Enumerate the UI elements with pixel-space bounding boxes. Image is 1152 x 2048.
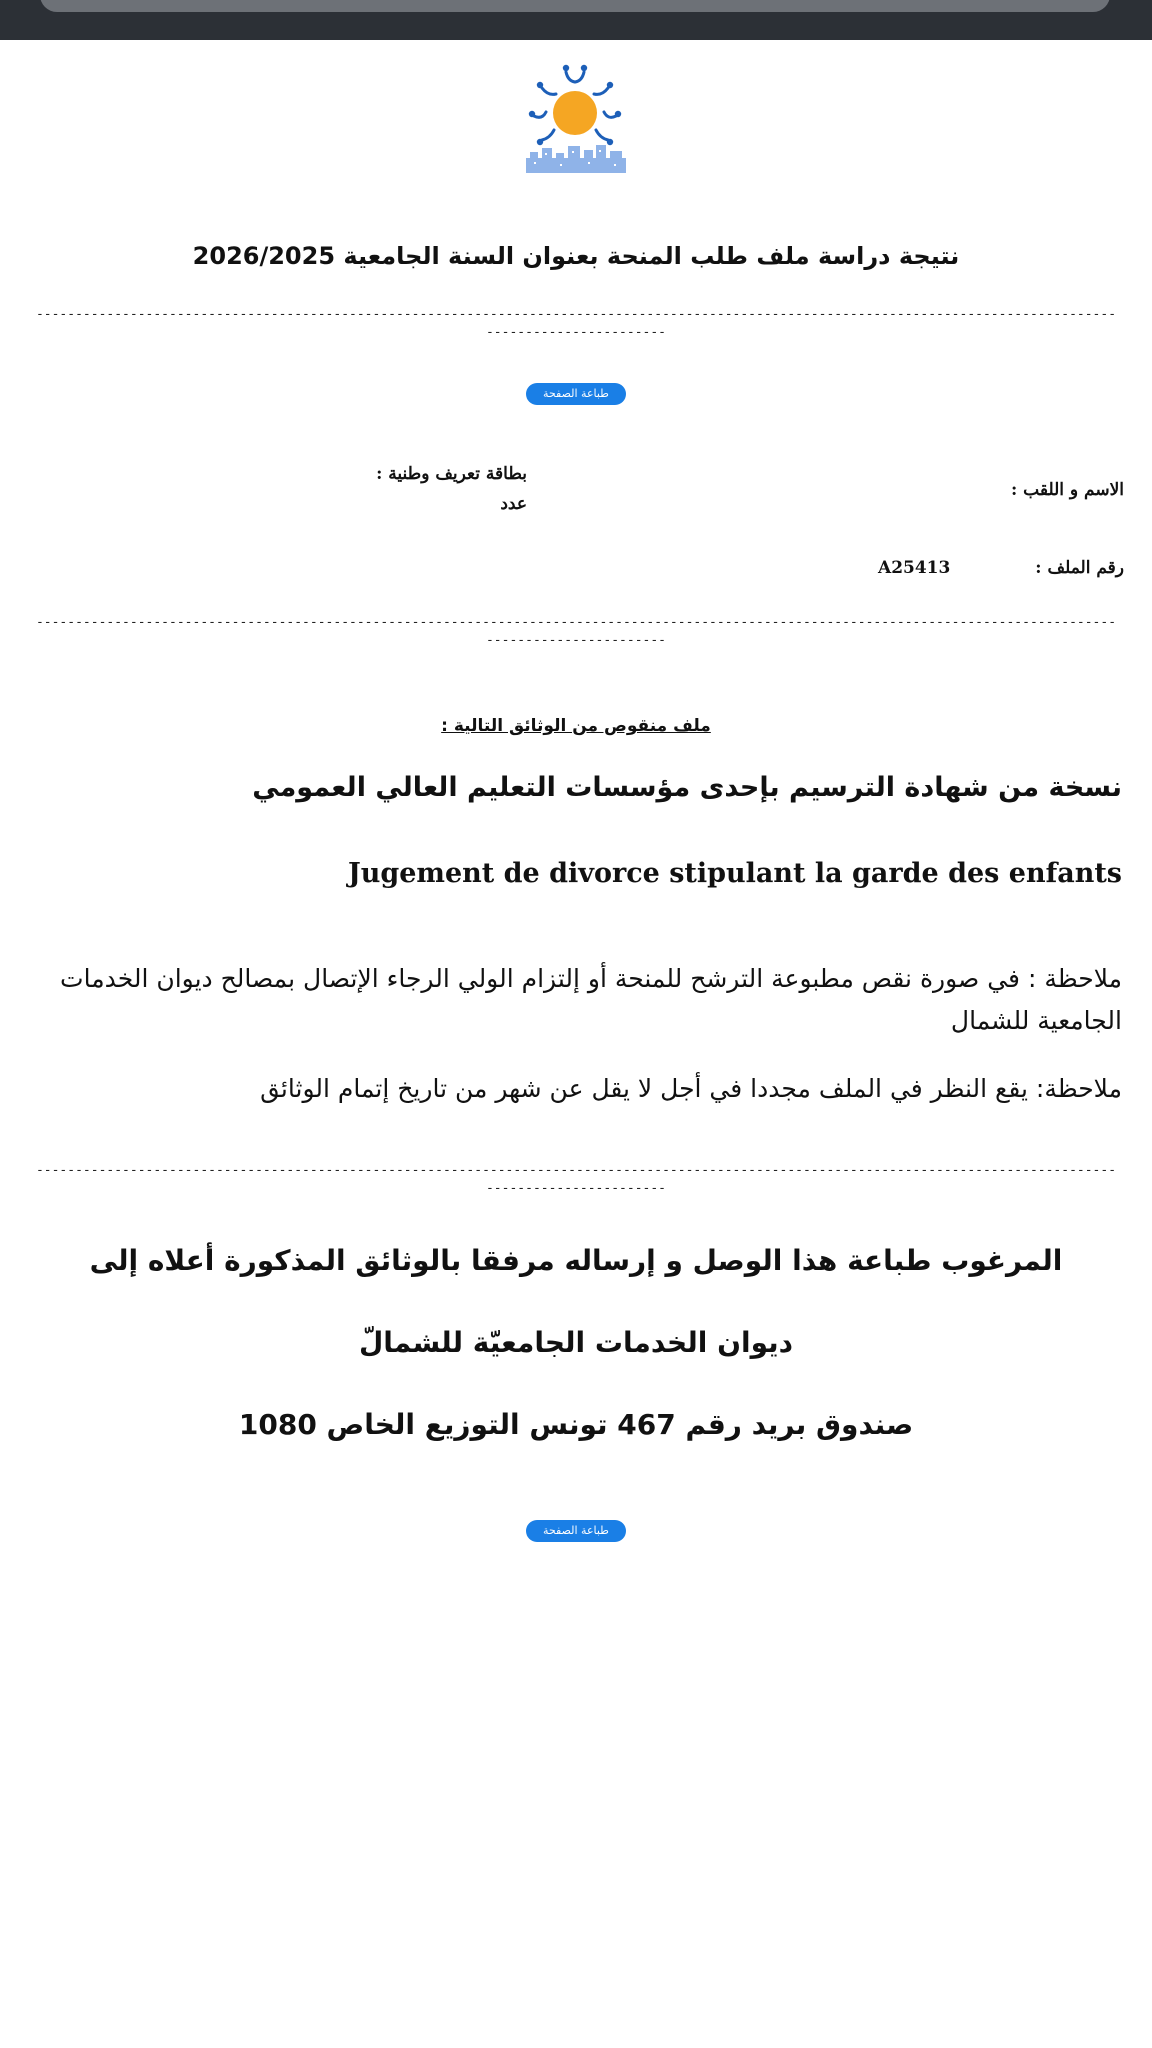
postal-address: صندوق بريد رقم 467 تونس التوزيع الخاص 1080 — [238, 1408, 914, 1441]
file-number-value: A25413 — [878, 558, 951, 578]
name-label: الاسم و اللقب : — [1010, 480, 1124, 500]
print-page-button[interactable]: طباعة الصفحة — [526, 383, 626, 405]
id-card-number-label: عدد — [500, 494, 527, 514]
separator — [0, 306, 1152, 342]
sun-people-city-logo-icon — [520, 58, 630, 178]
note-contact: ملاحظة : في صورة نقص مطبوعة الترشح للمنحة أو إلتزام الولي الرجاء الإتصال بمصالح ديوان الخدمات الجامعية للشمال — [60, 964, 1122, 1035]
instruction-line: المرغوب طباعة هذا الوصل و إرساله مرفقا بالوثائق المذكورة أعلاه إلى — [89, 1244, 1063, 1277]
address-bar[interactable] — [40, 0, 1110, 12]
print-page-button[interactable]: طباعة الصفحة — [526, 1520, 626, 1542]
page-title: نتيجة دراسة ملف طلب المنحة بعنوان السنة الجامعية 2026/2025 — [192, 242, 960, 270]
logo — [520, 58, 630, 178]
missing-documents-heading: ملف منقوص من الوثائق التالية : — [441, 716, 711, 736]
id-card-label: بطاقة تعريف وطنية : — [376, 464, 527, 484]
file-number-label: رقم الملف : — [1035, 558, 1124, 578]
office-name: ديوان الخدمات الجامعيّة للشمالّ — [359, 1326, 793, 1359]
separator — [0, 614, 1152, 650]
separator-line: ------------------------------------------------------------------------------------------------------------------------------------------ — [35, 307, 1117, 322]
separator — [0, 1162, 1152, 1198]
separator-line-short: ----------------------- — [485, 633, 666, 648]
note-review: ملاحظة: يقع النظر في الملف مجددا في أجل لا يقل عن شهر من تاريخ إتمام الوثائق — [260, 1074, 1122, 1103]
browser-top-bar — [0, 0, 1152, 40]
separator-line: ------------------------------------------------------------------------------------------------------------------------------------------ — [35, 1163, 1117, 1178]
separator-line-short: ----------------------- — [485, 1181, 666, 1196]
missing-document-item: نسخة من شهادة الترسيم بإحدى مؤسسات التعليم العالي العمومي — [252, 772, 1122, 803]
separator-line-short: ----------------------- — [485, 325, 666, 340]
separator-line: ------------------------------------------------------------------------------------------------------------------------------------------ — [35, 615, 1117, 630]
missing-document-item: Jugement de divorce stipulant la garde des enfants — [347, 858, 1122, 889]
